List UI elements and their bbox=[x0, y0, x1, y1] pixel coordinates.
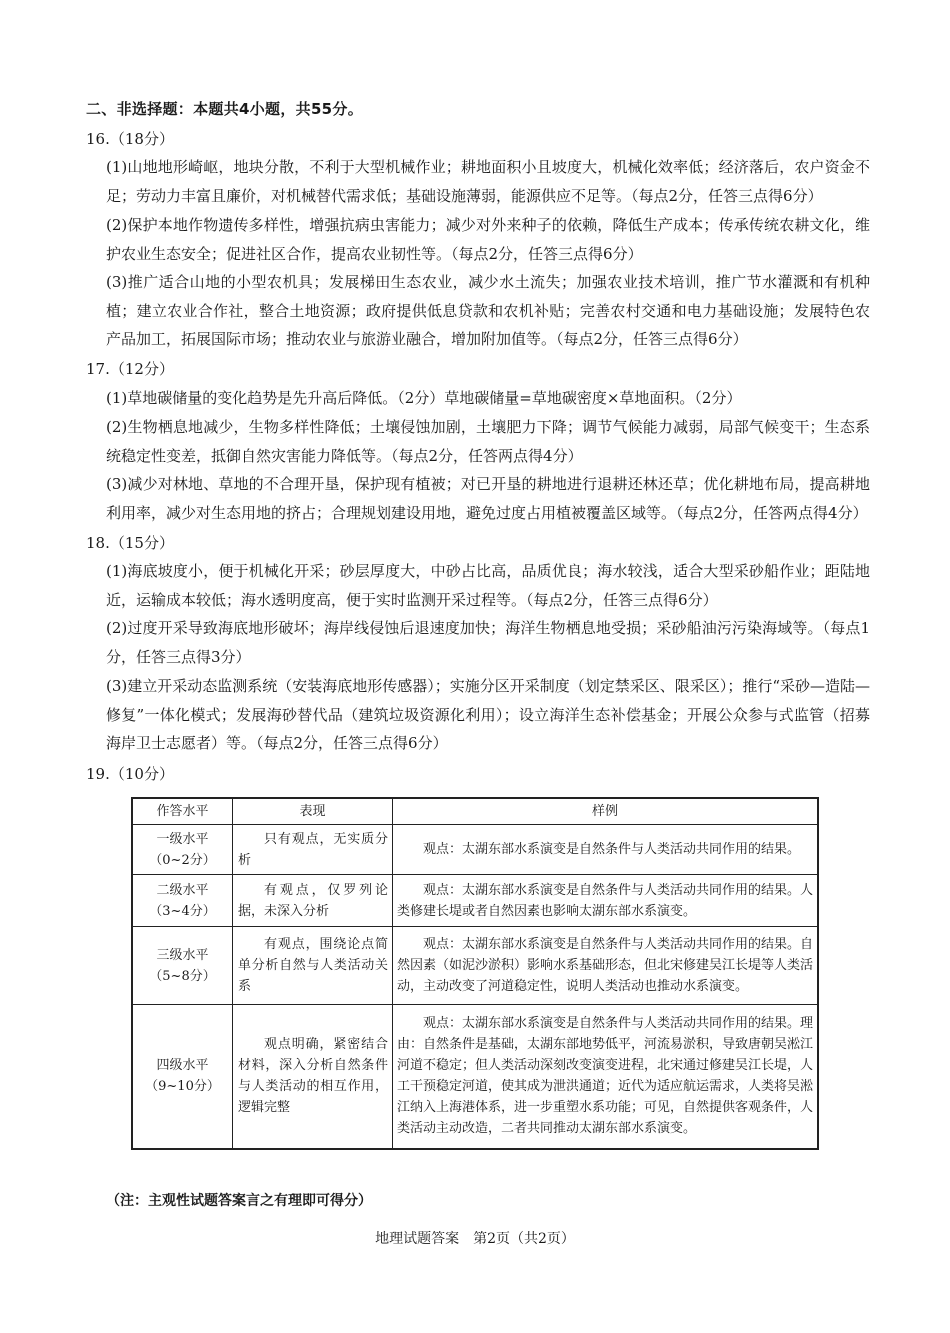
table-row bbox=[132, 825, 818, 875]
level-score: （0~2分） bbox=[149, 852, 216, 868]
header-performance: 表现 bbox=[233, 798, 393, 825]
q18-part-1: (1)海底坡度小，便于机械化开采；砂层厚度大，中砂占比高，品质优良；海水较浅，适合大型采砂船作业；距陆地近，运输成本较低；海水透明度高，便于实时监测开采过程等。（每点2分，任答三点得6分） bbox=[106, 562, 870, 609]
q16-part-2: (2)保护本地作物遗传多样性，增强抗病虫害能力；减少对外来种子的依赖，降低生产成本；传承传统农耕文化，维护农业生态安全；促进社区合作，提高农业韧性等。（每点2分，任答三点得6分） bbox=[106, 216, 870, 263]
q16-part-1: (1)山地地形崎岖，地块分散，不利于大型机械作业；耕地面积小且坡度大，机械化效率低；经济落后，农户资金不足；劳动力丰富且廉价，对机械替代需求低；基础设施薄弱，能源供应不足等。（每点2分，任答三点得6分） bbox=[106, 158, 870, 205]
level-cell bbox=[132, 875, 233, 927]
page-footer: 地理试题答案 第2页（共2页） bbox=[375, 1231, 575, 1247]
performance-cell: 观点明确，紧密结合材料，深入分析自然条件与人类活动的相互作用，逻辑完整 bbox=[233, 1005, 393, 1149]
grading-note: （注：主观性试题答案言之有理即可得分） bbox=[106, 1193, 372, 1209]
sample-cell: 观点：太湖东部水系演变是自然条件与人类活动共同作用的结果。自然因素（如泥沙淤积）影响水系基础形态，但北宋修建吴江长堤等人类活动，主动改变了河道稳定性，说明人类活动也推动水系演变。 bbox=[393, 927, 819, 1005]
scoring-levels-table bbox=[131, 797, 819, 1150]
q18-part-2: (2)过度开采导致海底地形破坏；海岸线侵蚀后退速度加快；海洋生物栖息地受损；采砂船油污污染海域等。（每点1分，任答三点得3分） bbox=[106, 619, 870, 666]
question-16-label: 16.（18分） bbox=[86, 130, 174, 148]
q17-part-2: (2)生物栖息地减少，生物多样性降低；土壤侵蚀加剧，土壤肥力下降；调节气候能力减弱，局部气候变干；生态系统稳定性变差，抵御自然灾害能力降低等。（每点2分，任答两点得4分） bbox=[106, 418, 870, 465]
table-row bbox=[132, 875, 818, 927]
performance-cell: 只有观点，无实质分析 bbox=[233, 825, 393, 875]
performance-cell: 有观点，围绕论点简单分析自然与人类活动关系 bbox=[233, 927, 393, 1005]
header-sample: 样例 bbox=[393, 798, 819, 825]
q17-part-1: (1)草地碳储量的变化趋势是先升高后降低。（2分）草地碳储量=草地碳密度×草地面积。（2分） bbox=[106, 389, 742, 407]
performance-cell: 有观点，仅罗列论据，未深入分析 bbox=[233, 875, 393, 927]
table-row bbox=[132, 1005, 818, 1149]
sample-cell: 观点：太湖东部水系演变是自然条件与人类活动共同作用的结果。 bbox=[393, 825, 819, 875]
sample-cell: 观点：太湖东部水系演变是自然条件与人类活动共同作用的结果。人类修建长堤或者自然因素也影响太湖东部水系演变。 bbox=[393, 875, 819, 927]
level-score: （9~10分） bbox=[145, 1079, 220, 1095]
level-cell bbox=[132, 927, 233, 1005]
level-score: （3~4分） bbox=[149, 903, 216, 919]
q18-part-3: (3)建立开采动态监测系统（安装海底地形传感器）；实施分区开采制度（划定禁采区、限采区）；推行“采砂—造陆—修复”一体化模式；发展海砂替代品（建筑垃圾资源化利用）；设立海洋生态补偿基金；开展公众参与式监管（招募海岸卫士志愿者）等。（每点2分，任答三点得6分） bbox=[106, 677, 870, 753]
question-17-label: 17.（12分） bbox=[86, 360, 174, 378]
sample-cell: 观点：太湖东部水系演变是自然条件与人类活动共同作用的结果。理由：自然条件是基础，太湖东部地势低平，河流易淤积，导致唐朝吴淞江河道不稳定；但人类活动深刻改变演变进程，北宋通过修建吴江长堤，人工干预稳定河道，使其成为泄洪通道；近代为适应航运需求，人类将吴淞江纳入上海港体系，进一步重塑水系功能；可见，自然提供客观条件，人类活动主动改造，二者共同推动太湖东部水系演变。 bbox=[393, 1005, 819, 1149]
section-heading: 二、非选择题：本题共4小题，共55分。 bbox=[86, 100, 364, 118]
level-score: （5~8分） bbox=[149, 968, 216, 984]
question-18-label: 18.（15分） bbox=[86, 534, 174, 552]
q17-part-3: (3)减少对林地、草地的不合理开垦，保护现有植被；对已开垦的耕地进行退耕还林还草；优化耕地布局，提高耕地利用率，减少对生态用地的挤占；合理规划建设用地，避免过度占用植被覆盖区域等。（每点2分，任答两点得4分） bbox=[106, 475, 870, 522]
table-header-row bbox=[132, 798, 818, 825]
level-cell bbox=[132, 825, 233, 875]
q16-part-3: (3)推广适合山地的小型农机具；发展梯田生态农业，减少水土流失；加强农业技术培训，推广节水灌溉和有机种植；建立农业合作社，整合土地资源；政府提供低息贷款和农机补贴；完善农村交通和电力基础设施；发展特色农产品加工，拓展国际市场；推动农业与旅游业融合，增加附加值等。（每点2分，任答三点得6分） bbox=[106, 273, 870, 349]
level-name: 四级水平 bbox=[156, 1058, 209, 1074]
question-19-label: 19.（10分） bbox=[86, 765, 174, 783]
level-name: 三级水平 bbox=[156, 947, 209, 963]
level-cell bbox=[132, 1005, 233, 1149]
table-row bbox=[132, 927, 818, 1005]
header-level: 作答水平 bbox=[132, 798, 233, 825]
level-name: 一级水平 bbox=[156, 831, 209, 847]
level-name: 二级水平 bbox=[156, 882, 209, 898]
